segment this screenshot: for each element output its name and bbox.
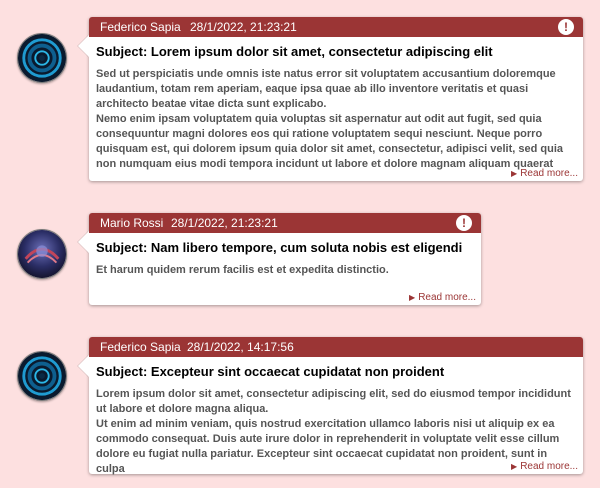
message-body (96, 67, 578, 170)
message-header (89, 17, 583, 37)
triangle-right-icon: ▶ (409, 293, 416, 302)
avatar[interactable] (17, 229, 67, 279)
exclamation-icon[interactable]: ! (456, 215, 472, 231)
exclamation-icon[interactable]: ! (558, 19, 574, 35)
read-more-label: Read more... (418, 292, 476, 303)
message-subject: Subject: Excepteur sint occaecat cupidatat non proident (96, 364, 445, 379)
read-more-link[interactable] (511, 168, 578, 179)
message-datetime: 28/1/2022, 21:23:21 (171, 216, 278, 230)
message-card (89, 17, 583, 181)
triangle-right-icon: ▶ (511, 462, 518, 471)
body-paragraph: Sed ut perspiciatis unde omnis iste natus error sit voluptatem accusantium doloremque laudantium, totam rem aperiam, eaque ipsa quae ab illo inventore veritatis et quasi architecto beatae vitae dicta sunt explicabo. (96, 68, 556, 110)
author-name: Federico Sapia (100, 20, 181, 34)
author-name: Federico Sapia (100, 340, 181, 354)
message-subject: Subject: Lorem ipsum dolor sit amet, consectetur adipiscing elit (96, 44, 493, 59)
body-paragraph: Ut enim ad minim veniam, quis nostrud exercitation ullamco laboris nisi ut aliquip ex ea commodo consequat. Duis aute irure dolor in reprehenderit in voluptate velit esse cillum dolore eu fugiat nulla pariatur. Excepteur sint occaecat cupidatat non proident, sunt in culpa (96, 418, 560, 475)
author-name: Mario Rossi (100, 216, 164, 230)
message-header (89, 213, 481, 233)
body-paragraph: Et harum quidem rerum facilis est et expedita distinctio. (96, 264, 389, 276)
read-more-label: Read more... (520, 461, 578, 472)
message-card (89, 213, 481, 305)
message-header (89, 337, 583, 357)
body-paragraph: Nemo enim ipsam voluptatem quia voluptas sit aspernatur aut odit aut fugit, sed quia consequuntur magni dolores eos qui ratione voluptatem sequi nesciunt. Neque porro quisquam est, qui dolorem ipsum quia dolor sit amet, consectetur, adipisci velit, sed quia non numquam eius modi tempora incidunt ut labore et dolore magnam aliquam quaerat (96, 113, 563, 170)
speech-pointer (78, 35, 89, 57)
message-body (96, 263, 476, 283)
speech-pointer (78, 355, 89, 377)
read-more-label: Read more... (520, 168, 578, 179)
speech-pointer (78, 231, 89, 253)
message-datetime: 28/1/2022, 21:23:21 (190, 20, 297, 34)
message-datetime: 28/1/2022, 14:17:56 (187, 340, 294, 354)
triangle-right-icon: ▶ (511, 169, 518, 178)
read-more-link[interactable] (409, 292, 476, 303)
message-card (89, 337, 583, 474)
avatar[interactable] (17, 33, 67, 83)
avatar[interactable] (17, 351, 67, 401)
message-subject: Subject: Nam libero tempore, cum soluta nobis est eligendi (96, 240, 463, 255)
body-paragraph: Lorem ipsum dolor sit amet, consectetur adipiscing elit, sed do eiusmod tempor incididunt ut labore et dolore magna aliqua. (96, 388, 571, 415)
read-more-link[interactable] (511, 461, 578, 472)
